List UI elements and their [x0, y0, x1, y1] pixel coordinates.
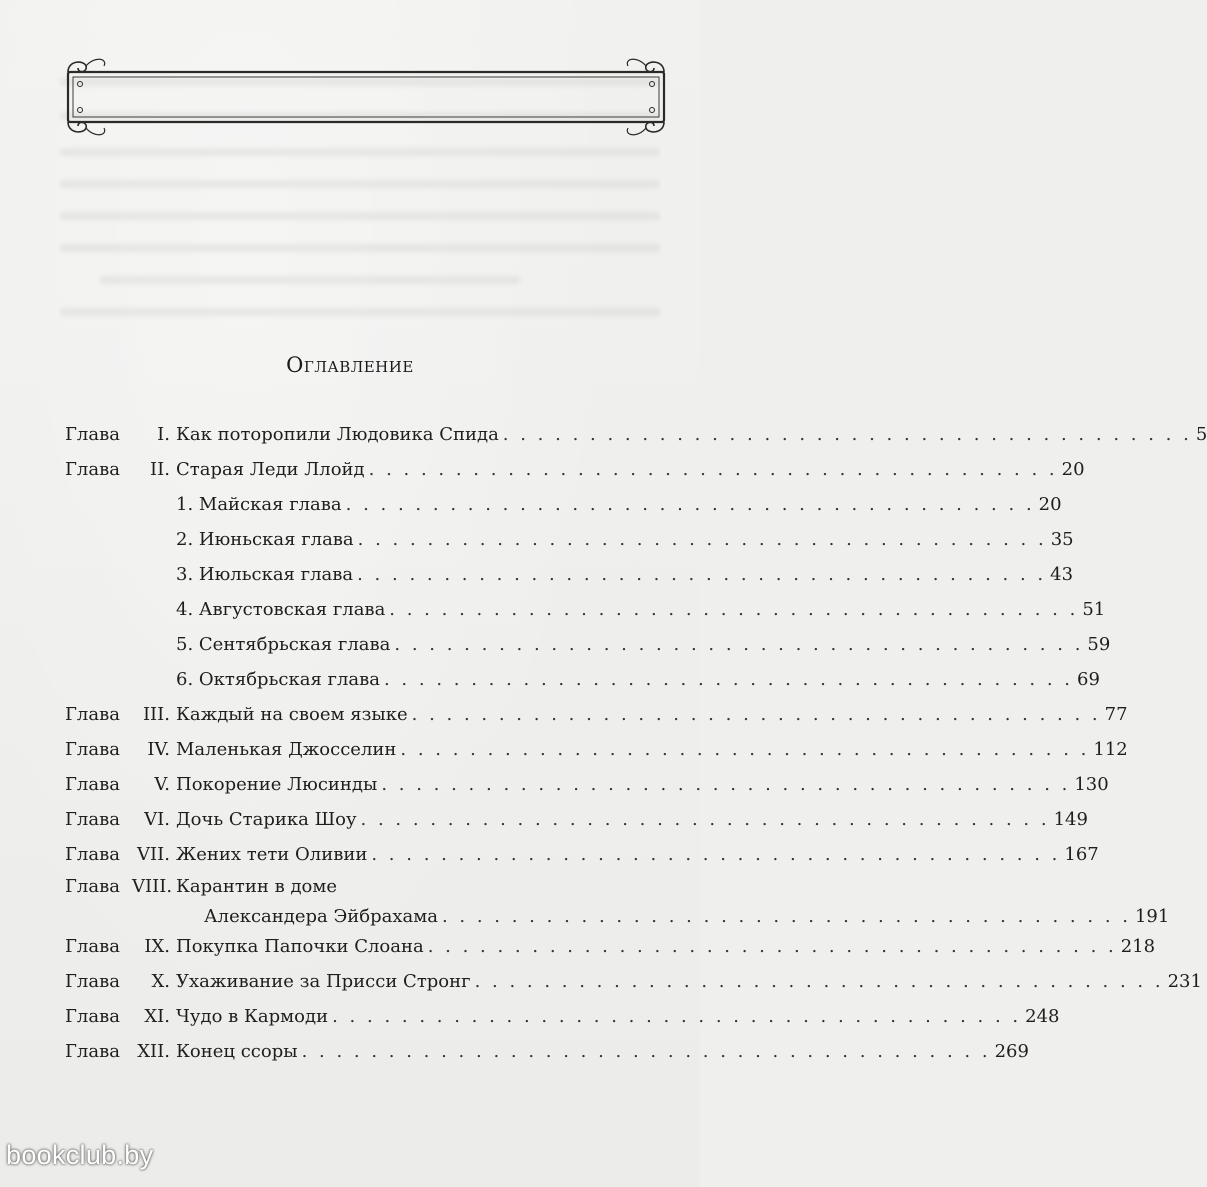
- toc-entry: [0, 872, 700, 902]
- chapter-title: Как поторопили Людовика Спида: [176, 424, 499, 445]
- chapter-title: Каждый на своем языке: [176, 704, 408, 725]
- page-number: 269: [994, 1041, 1029, 1062]
- toc-subentry: [0, 525, 1074, 555]
- toc-subentry: [0, 560, 1074, 590]
- toc-entry: [0, 840, 1099, 870]
- chapter-title: Маленькая Джосселин: [176, 739, 397, 760]
- page-number: 35: [1050, 529, 1074, 550]
- chapter-title: Покорение Люсинды: [176, 774, 378, 795]
- chapter-number: XI.: [144, 1006, 170, 1027]
- toc-entry: [0, 735, 1128, 765]
- leader-dots: . . . . . . . . . . . . . . . . . . . . . . . . . . . . . . . . . . . . . . . .: [427, 936, 1117, 957]
- chapter-word: Глава: [65, 971, 120, 992]
- page-number: 112: [1093, 739, 1128, 760]
- chapter-title: Карантин в доме: [176, 876, 338, 897]
- chapter-title: Дочь Старика Шоу: [176, 809, 357, 830]
- toc-subentry: [0, 490, 1062, 520]
- chapter-number: I.: [157, 424, 170, 445]
- page-number: 149: [1053, 809, 1088, 830]
- toc-entry: [0, 805, 1088, 835]
- chapter-word: Глава: [65, 876, 120, 897]
- chapter-number: VII.: [137, 844, 170, 865]
- toc-entry: [0, 1037, 1029, 1067]
- page-number: 20: [1061, 459, 1085, 480]
- chapter-word: Глава: [65, 844, 120, 865]
- toc-entry: [0, 420, 1207, 450]
- toc-entry: [0, 1002, 1060, 1032]
- leader-dots: . . . . . . . . . . . . . . . . . . . . . . . . . . . . . . . . . . . . . . . .: [357, 529, 1047, 550]
- chapter-number: III.: [142, 704, 170, 725]
- toc-heading: Оглавление: [286, 353, 414, 377]
- page-number: 218: [1120, 936, 1156, 957]
- chapter-number: X.: [151, 971, 170, 992]
- chapter-word: Глава: [65, 424, 120, 445]
- leader-dots: . . . . . . . . . . . . . . . . . . . . . . . . . . . . . . . . . . . . . . . .: [502, 424, 1192, 445]
- chapter-number: V.: [154, 774, 170, 795]
- toc-entry: [0, 967, 1202, 997]
- leader-dots: . . . . . . . . . . . . . . . . . . . . . . . . . . . . . . . . . . . . . . . .: [389, 599, 1079, 620]
- subchapter-title: 2. Июньская глава: [176, 529, 354, 550]
- subchapter-title: 1. Майская глава: [176, 494, 342, 515]
- chapter-title: Чудо в Кармоди: [176, 1006, 329, 1027]
- page-number: 69: [1077, 669, 1100, 690]
- chapter-title-continuation: Александера Эйбрахама: [204, 906, 438, 927]
- site-watermark: bookclub.by: [6, 1140, 154, 1170]
- page-number: 130: [1074, 774, 1109, 795]
- toc-subentry: [0, 665, 1100, 695]
- toc-entry: [0, 770, 1109, 800]
- page-number: 59: [1087, 634, 1111, 655]
- toc-subentry: [0, 630, 1111, 660]
- leader-dots: . . . . . . . . . . . . . . . . . . . . . . . . . . . . . . . . . . . . . . . .: [301, 1041, 991, 1062]
- chapter-word: Глава: [65, 936, 120, 957]
- toc-entry-continuation: [0, 902, 1170, 932]
- leader-dots: . . . . . . . . . . . . . . . . . . . . . . . . . . . . . . . . . . . . . . . .: [357, 564, 1047, 585]
- leader-dots: . . . . . . . . . . . . . . . . . . . . . . . . . . . . . . . . . . . . . . . .: [381, 774, 1071, 795]
- leader-dots: . . . . . . . . . . . . . . . . . . . . . . . . . . . . . . . . . . . . . . . .: [368, 459, 1058, 480]
- chapter-number: II.: [150, 459, 170, 480]
- chapter-number: VIII.: [132, 876, 173, 897]
- chapter-word: Глава: [65, 1041, 120, 1062]
- leader-dots: . . . . . . . . . . . . . . . . . . . . . . . . . . . . . . . . . . . . . . . .: [371, 844, 1061, 865]
- chapter-number: XII.: [137, 1041, 170, 1062]
- page-number: 191: [1134, 906, 1170, 927]
- chapter-number: IX.: [144, 936, 170, 957]
- toc-subentry: [0, 595, 1106, 625]
- subchapter-title: 4. Августовская глава: [176, 599, 386, 620]
- leader-dots: . . . . . . . . . . . . . . . . . . . . . . . . . . . . . . . . . . . . . . . .: [400, 739, 1090, 760]
- leader-dots: . . . . . . . . . . . . . . . . . . . . . . . . . . . . . . . . . . . . . . . .: [332, 1006, 1022, 1027]
- chapter-number: IV.: [147, 739, 170, 760]
- chapter-word: Глава: [65, 459, 120, 480]
- chapter-title: Старая Леди Ллойд: [176, 459, 365, 480]
- chapter-word: Глава: [65, 774, 120, 795]
- leader-dots: . . . . . . . . . . . . . . . . . . . . . . . . . . . . . . . . . . . . . . . .: [345, 494, 1035, 515]
- page-number: 51: [1082, 599, 1106, 620]
- leader-dots: . . . . . . . . . . . . . . . . . . . . . . . . . . . . . . . . . . . . . . . .: [441, 906, 1131, 927]
- subchapter-title: 5. Сентябрьская глава: [176, 634, 391, 655]
- subchapter-title: 6. Октябрьская глава: [176, 669, 380, 690]
- toc-entry: [0, 700, 1128, 730]
- chapter-word: Глава: [65, 1006, 120, 1027]
- subchapter-title: 3. Июльская глава: [176, 564, 354, 585]
- chapter-word: Глава: [65, 809, 120, 830]
- chapter-title: Жених тети Оливии: [176, 844, 368, 865]
- page-number: 77: [1104, 704, 1128, 725]
- chapter-title: Конец ссоры: [176, 1041, 298, 1062]
- page-number: 248: [1025, 1006, 1060, 1027]
- chapter-word: Глава: [65, 739, 120, 760]
- page-number: 5: [1195, 424, 1207, 445]
- chapter-title: Ухаживание за Присси Стронг: [176, 971, 471, 992]
- chapter-title: Покупка Папочки Слоана: [176, 936, 424, 957]
- leader-dots: . . . . . . . . . . . . . . . . . . . . . . . . . . . . . . . . . . . . . . . .: [474, 971, 1164, 992]
- page-number: 167: [1064, 844, 1099, 865]
- chapter-word: Глава: [65, 704, 120, 725]
- leader-dots: . . . . . . . . . . . . . . . . . . . . . . . . . . . . . . . . . . . . . . . .: [394, 634, 1084, 655]
- toc-entry: [0, 455, 1085, 485]
- page-number: 43: [1050, 564, 1074, 585]
- chapter-number: VI.: [144, 809, 170, 830]
- page-number: 20: [1038, 494, 1062, 515]
- page-number: 231: [1167, 971, 1202, 992]
- leader-dots: . . . . . . . . . . . . . . . . . . . . . . . . . . . . . . . . . . . . . . . .: [411, 704, 1101, 725]
- leader-dots: . . . . . . . . . . . . . . . . . . . . . . . . . . . . . . . . . . . . . . . .: [360, 809, 1050, 830]
- toc-entry: [0, 932, 1156, 962]
- leader-dots: . . . . . . . . . . . . . . . . . . . . . . . . . . . . . . . . . . . . . . . .: [383, 669, 1073, 690]
